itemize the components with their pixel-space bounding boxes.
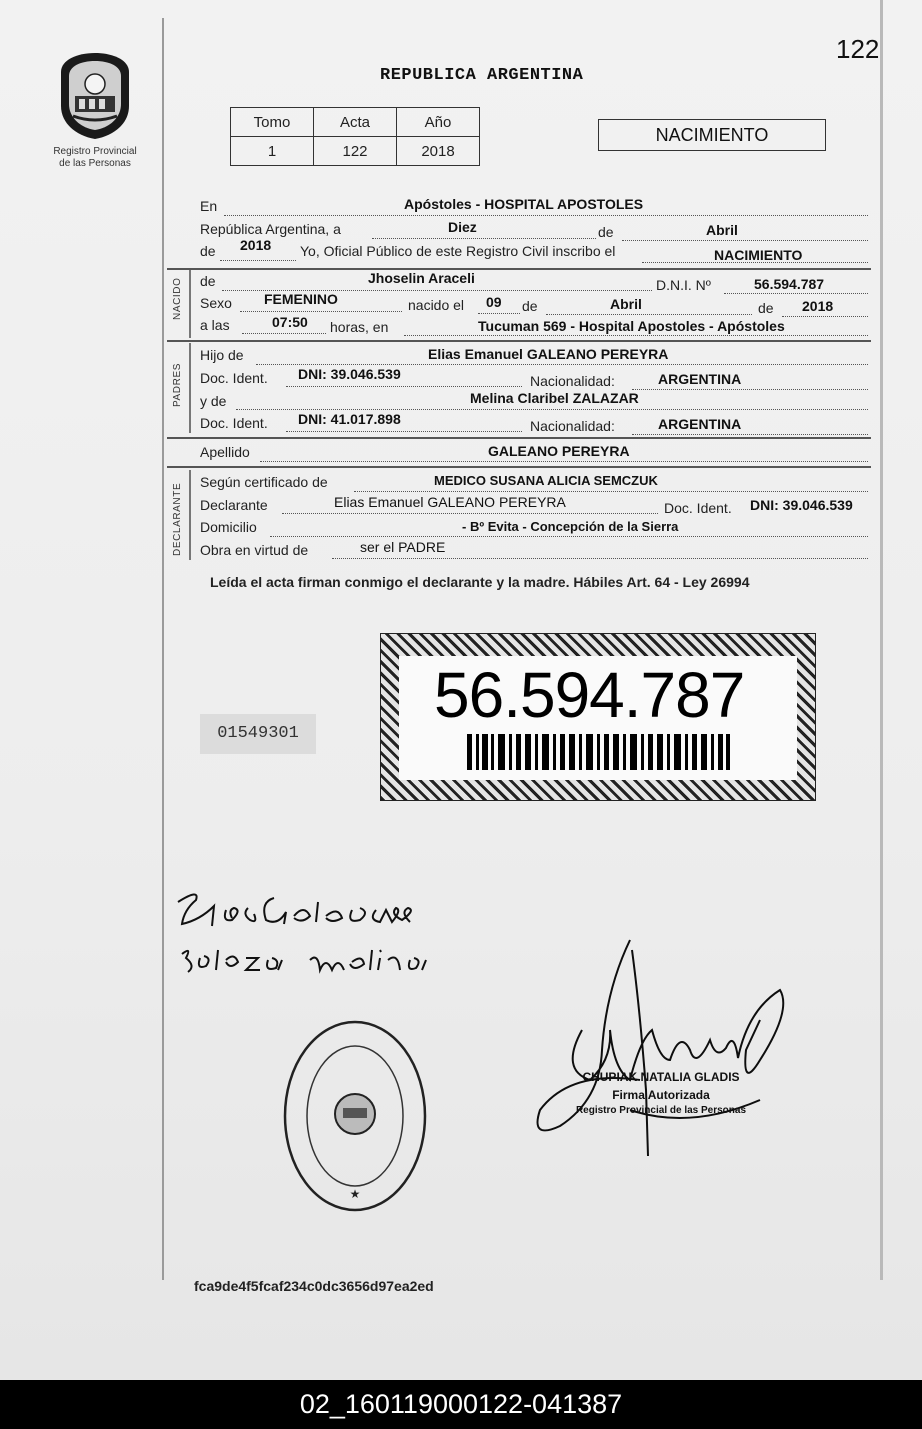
label-y-de: y de [200, 393, 227, 409]
label-doc-declarante: Doc. Ident. [664, 500, 732, 516]
label-nac-madre: Nacionalidad: [530, 418, 615, 434]
file-identifier-bar: 02_160119000122-041387 [0, 1380, 922, 1429]
dotted-line [240, 311, 402, 312]
dotted-line [404, 335, 868, 336]
value-declarante-nombre: Elias Emanuel GALEANO PEREYRA [334, 494, 566, 510]
closing-statement: Leída el acta firman conmigo el declarante y la madre. Hábiles Art. 64 - Ley 26994 [210, 574, 750, 590]
label-sexo: Sexo [200, 295, 232, 311]
label-obra: Obra en virtud de [200, 542, 309, 558]
section-divider [167, 268, 871, 270]
label-de-mes: de [522, 298, 538, 314]
header-tomo: Tomo [231, 108, 314, 137]
section-bar [189, 343, 191, 433]
label-dni: D.N.I. Nº [656, 277, 711, 293]
value-dia-acta: Diez [448, 219, 477, 235]
barcode-icon [467, 734, 731, 770]
value-madre-nombre: Melina Claribel ZALAZAR [470, 390, 639, 406]
dotted-line [332, 558, 868, 559]
official-name: CHUPIAK NATALIA GLADIS [582, 1070, 740, 1084]
register-table [230, 107, 480, 166]
value-nacido-mes: Abril [610, 296, 642, 312]
label-domicilio: Domicilio [200, 519, 257, 535]
dni-number-label [380, 633, 816, 801]
dotted-line [782, 316, 868, 317]
dotted-line [632, 434, 868, 435]
value-nacido-dia: 09 [486, 294, 502, 310]
dotted-line [224, 215, 868, 216]
label-de-anio: de [758, 300, 774, 316]
label-apellido: Apellido [200, 444, 250, 460]
logo-caption-line1: Registro Provincial [53, 146, 137, 157]
section-divider [167, 466, 871, 468]
dotted-line [286, 431, 522, 432]
dotted-line [260, 461, 868, 462]
header-anio: Año [397, 108, 480, 137]
value-anio-acta: 2018 [240, 237, 272, 253]
section-label-nacido: NACIDO [172, 277, 183, 320]
left-margin-line [162, 18, 164, 1280]
label-doc-madre: Doc. Ident. [200, 415, 268, 431]
label-segun: Según certificado de [200, 474, 328, 490]
dotted-line [622, 240, 868, 241]
dotted-line [256, 364, 868, 365]
value-padre-nombre: Elias Emanuel GALEANO PEREYRA [428, 346, 669, 362]
dotted-line [478, 313, 520, 314]
dotted-line [354, 491, 868, 492]
value-apellido: GALEANO PEREYRA [488, 443, 630, 459]
page-edge [880, 0, 883, 1280]
dotted-line [242, 333, 326, 334]
dotted-line [220, 260, 296, 261]
document-title: REPUBLICA ARGENTINA [380, 66, 584, 85]
official-signature [520, 930, 820, 1180]
value-tipo-acta: NACIMIENTO [714, 247, 803, 263]
dni-big-number: 56.594.787 [434, 659, 745, 731]
label-republica: República Argentina, a [200, 221, 341, 237]
label-de-year: de [200, 243, 216, 259]
value-madre-doc: DNI: 41.017.898 [298, 411, 401, 427]
father-signature [170, 880, 460, 980]
value-lugar-acta: Apóstoles - HOSPITAL APOSTOLES [404, 196, 644, 212]
value-hora: 07:50 [272, 314, 308, 330]
label-doc-padre: Doc. Ident. [200, 370, 268, 386]
dotted-line [236, 409, 868, 410]
label-a-las: a las [200, 317, 230, 333]
value-domicilio: - Bº Evita - Concepción de la Sierra [462, 519, 679, 534]
value-nacido-lugar: Tucuman 569 - Hospital Apostoles - Apóstoles [478, 318, 785, 334]
logo-caption-line2: de las Personas [59, 158, 131, 169]
official-role: Firma Autorizada [612, 1088, 710, 1102]
dotted-line [286, 386, 522, 387]
section-label-declarante: DECLARANTE [172, 482, 183, 556]
value-obra: ser el PADRE [360, 539, 446, 555]
value-declarante-doc: DNI: 39.046.539 [750, 497, 853, 513]
section-divider [167, 437, 871, 439]
value-acta: 122 [314, 137, 397, 166]
value-padre-doc: DNI: 39.046.539 [298, 366, 401, 382]
page-number: 122 [836, 34, 880, 64]
section-label-padres: PADRES [172, 363, 183, 407]
label-nacido-el: nacido el [408, 297, 465, 313]
value-nacido-dni: 56.594.787 [754, 276, 825, 292]
label-hijo-de: Hijo de [200, 347, 244, 363]
label-nac-padre: Nacionalidad: [530, 373, 615, 389]
serial-label: 01549301 [200, 714, 316, 754]
value-madre-nacionalidad: ARGENTINA [658, 416, 742, 432]
dotted-line [270, 536, 868, 537]
label-en: En [200, 198, 218, 214]
dotted-line [724, 293, 868, 294]
value-mes-acta: Abril [706, 222, 738, 238]
label-de-name: de [200, 273, 216, 289]
value-sexo: FEMENINO [264, 291, 338, 307]
dotted-line [372, 238, 596, 239]
label-de-dia: de [598, 224, 614, 240]
value-nacido-nombre: Jhoselin Araceli [368, 270, 475, 286]
official-org: Registro Provincial de las Personas [575, 1105, 747, 1116]
delegation-stamp-icon [280, 1016, 430, 1216]
value-tomo: 1 [231, 137, 314, 166]
label-horas: horas, en [330, 319, 389, 335]
dotted-line [546, 314, 752, 315]
label-declarante: Declarante [200, 497, 268, 513]
misiones-seal-icon [55, 50, 135, 142]
document-type-box: NACIMIENTO [598, 119, 826, 151]
svg-text:★: ★ [349, 1187, 361, 1201]
dotted-line [282, 513, 658, 514]
value-certificado: MEDICO SUSANA ALICIA SEMCZUK [434, 473, 658, 488]
dotted-line [632, 389, 868, 390]
section-divider [167, 340, 871, 342]
header-acta: Acta [314, 108, 397, 137]
value-anio: 2018 [397, 137, 480, 166]
document-hash: fca9de4f5fcaf234c0dc3656d97ea2ed [194, 1278, 434, 1294]
value-padre-nacionalidad: ARGENTINA [658, 371, 742, 387]
label-oficial: Yo, Oficial Público de este Registro Civil inscribo el [300, 243, 616, 259]
registry-logo [40, 50, 150, 170]
section-bar [189, 270, 191, 338]
value-nacido-anio: 2018 [802, 298, 834, 314]
section-bar [189, 470, 191, 560]
